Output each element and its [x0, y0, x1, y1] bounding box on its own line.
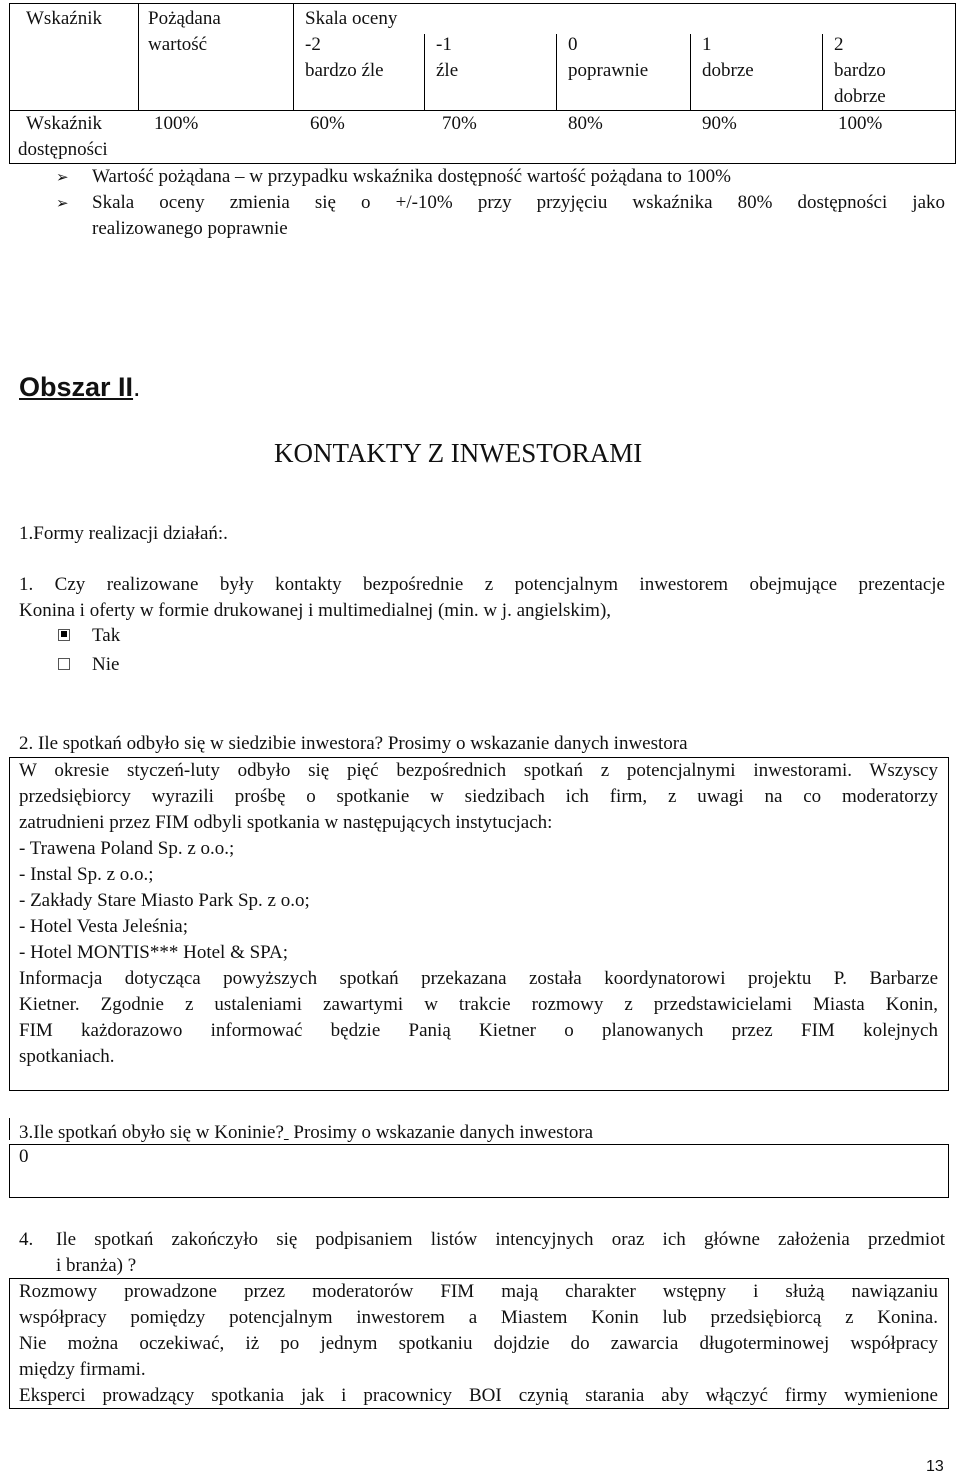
scale-label: bardzo [834, 60, 886, 81]
table-header-desired-2: wartość [148, 34, 208, 55]
answer-line: Eksperci prowadzący spotkania jak i pracownicy BOI czynią starania aby włączyć firmy wymienione [19, 1385, 938, 1406]
answer-line: przedsiębiorcy wyrazili prośbę o spotkanie w siedzibach ich firm, z uwagi na co moderatorzy [19, 786, 938, 807]
row-value: 60% [310, 113, 345, 134]
answer-line: spotkaniach. [19, 1046, 115, 1067]
scale-score: 2 [834, 34, 844, 55]
scale-label: źle [436, 60, 459, 81]
option-no-label: Nie [92, 654, 120, 675]
scale-label: dobrze [702, 60, 754, 81]
scale-score: 0 [568, 34, 578, 55]
forms-subheading: 1.Formy realizacji działań:. [19, 523, 228, 544]
row-label: dostępności [18, 139, 108, 160]
note-desired-value: Wartość pożądana – w przypadku wskaźnika dostępność wartość pożądana to 100% [92, 166, 731, 187]
answer-line: - Hotel Vesta Jeleśnia; [19, 916, 189, 937]
scale-score: -2 [305, 34, 321, 55]
answer-line: W okresie styczeń-luty odbyło się pięć bezpośrednich spotkań z potencjalnymi inwestorami. Wszyscy [19, 760, 938, 781]
scale-score: 1 [702, 34, 712, 55]
answer-line: Kietner. Zgodnie z ustaleniami zawartymi w trakcie rozmowy z przedstawicielami Miasta Konin, [19, 994, 938, 1015]
question-1-line: 1. Czy realizowane były kontakty bezpośrednie z potencjalnym inwestorem obejmujące prezentacje [19, 574, 945, 595]
note-scale-change: Skala oceny zmienia się o +/-10% przy przyjęciu wskaźnika 80% dostępności jako [92, 192, 945, 213]
answer-3: 0 [19, 1146, 29, 1167]
answer-line: - Trawena Poland Sp. z o.o.; [19, 838, 235, 859]
scale-score: -1 [436, 34, 452, 55]
answer-line: - Hotel MONTIS*** Hotel & SPA; [19, 942, 289, 963]
question-2: 2. Ile spotkań odbyło się w siedzibie inwestora? Prosimy o wskazanie danych inwestora [19, 733, 688, 754]
question-4-number: 4. [19, 1229, 34, 1250]
row-label: Wskaźnik [26, 113, 102, 134]
section-title: KONTAKTY Z INWESTORAMI [274, 438, 643, 468]
answer-line: między firmami. [19, 1359, 146, 1380]
answer-line: - Zakłady Stare Miasto Park Sp. z o.o; [19, 890, 310, 911]
note-scale-change-cont: realizowanego poprawnie [92, 218, 288, 239]
margin-bar [9, 1118, 10, 1140]
question-4-line: Ile spotkań zakończyło się podpisaniem listów intencyjnych oraz ich główne założenia przedmiot [56, 1229, 945, 1250]
checkbox-no[interactable] [58, 658, 70, 670]
table-header-scale: Skala oceny [305, 8, 398, 29]
answer-line: Nie można oczekiwać, iż po jednym spotkaniu dojdzie do zawarcia długoterminowej współpracy [19, 1333, 938, 1354]
row-value: 70% [442, 113, 477, 134]
arrow-bullet-icon: ➢ [56, 168, 69, 186]
answer-line: Rozmowy prowadzone przez moderatorów FIM mają charakter wstępny i służą nawiązaniu [19, 1281, 938, 1302]
checkbox-yes[interactable] [58, 629, 70, 641]
area-heading: Obszar II. [19, 372, 141, 402]
row-value: 80% [568, 113, 603, 134]
answer-line: Informacja dotycząca powyższych spotkań przekazana została koordynatorowi projektu P. Barbarze [19, 968, 938, 989]
answer-line: FIM każdorazowo informować będzie Panią Kietner o planowanych przez FIM kolejnych [19, 1020, 938, 1041]
page-number: 13 [926, 1458, 944, 1475]
scale-label: bardzo źle [305, 60, 384, 81]
answer-line: - Instal Sp. z o.o.; [19, 864, 154, 885]
question-4-line: i branża) ? [56, 1255, 137, 1276]
row-value: 100% [154, 113, 199, 134]
table-header-desired-1: Pożądana [148, 8, 221, 29]
question-3: 3.Ile spotkań obyło się w Koninie? Prosimy o wskazanie danych inwestora [19, 1122, 594, 1143]
question-1-line: Konina i oferty w formie drukowanej i multimedialnej (min. w j. angielskim), [19, 600, 612, 621]
answer-line: współpracy pomiędzy potencjalnym inwestorem a Miastem Konin lub przedsiębiorcą z Konina. [19, 1307, 938, 1328]
row-value: 100% [838, 113, 883, 134]
scale-label: poprawnie [568, 60, 649, 81]
row-value: 90% [702, 113, 737, 134]
table-header-indicator: Wskaźnik [26, 8, 102, 29]
answer-line: zatrudnieni przez FIM odbyli spotkania w następujących instytucjach: [19, 812, 553, 833]
answer-4 [19, 1279, 938, 1409]
scale-label: dobrze [834, 86, 886, 107]
answer-box-3 [9, 1144, 949, 1198]
arrow-bullet-icon: ➢ [56, 194, 69, 212]
answer-2 [19, 758, 938, 1070]
option-yes-label: Tak [92, 625, 121, 646]
